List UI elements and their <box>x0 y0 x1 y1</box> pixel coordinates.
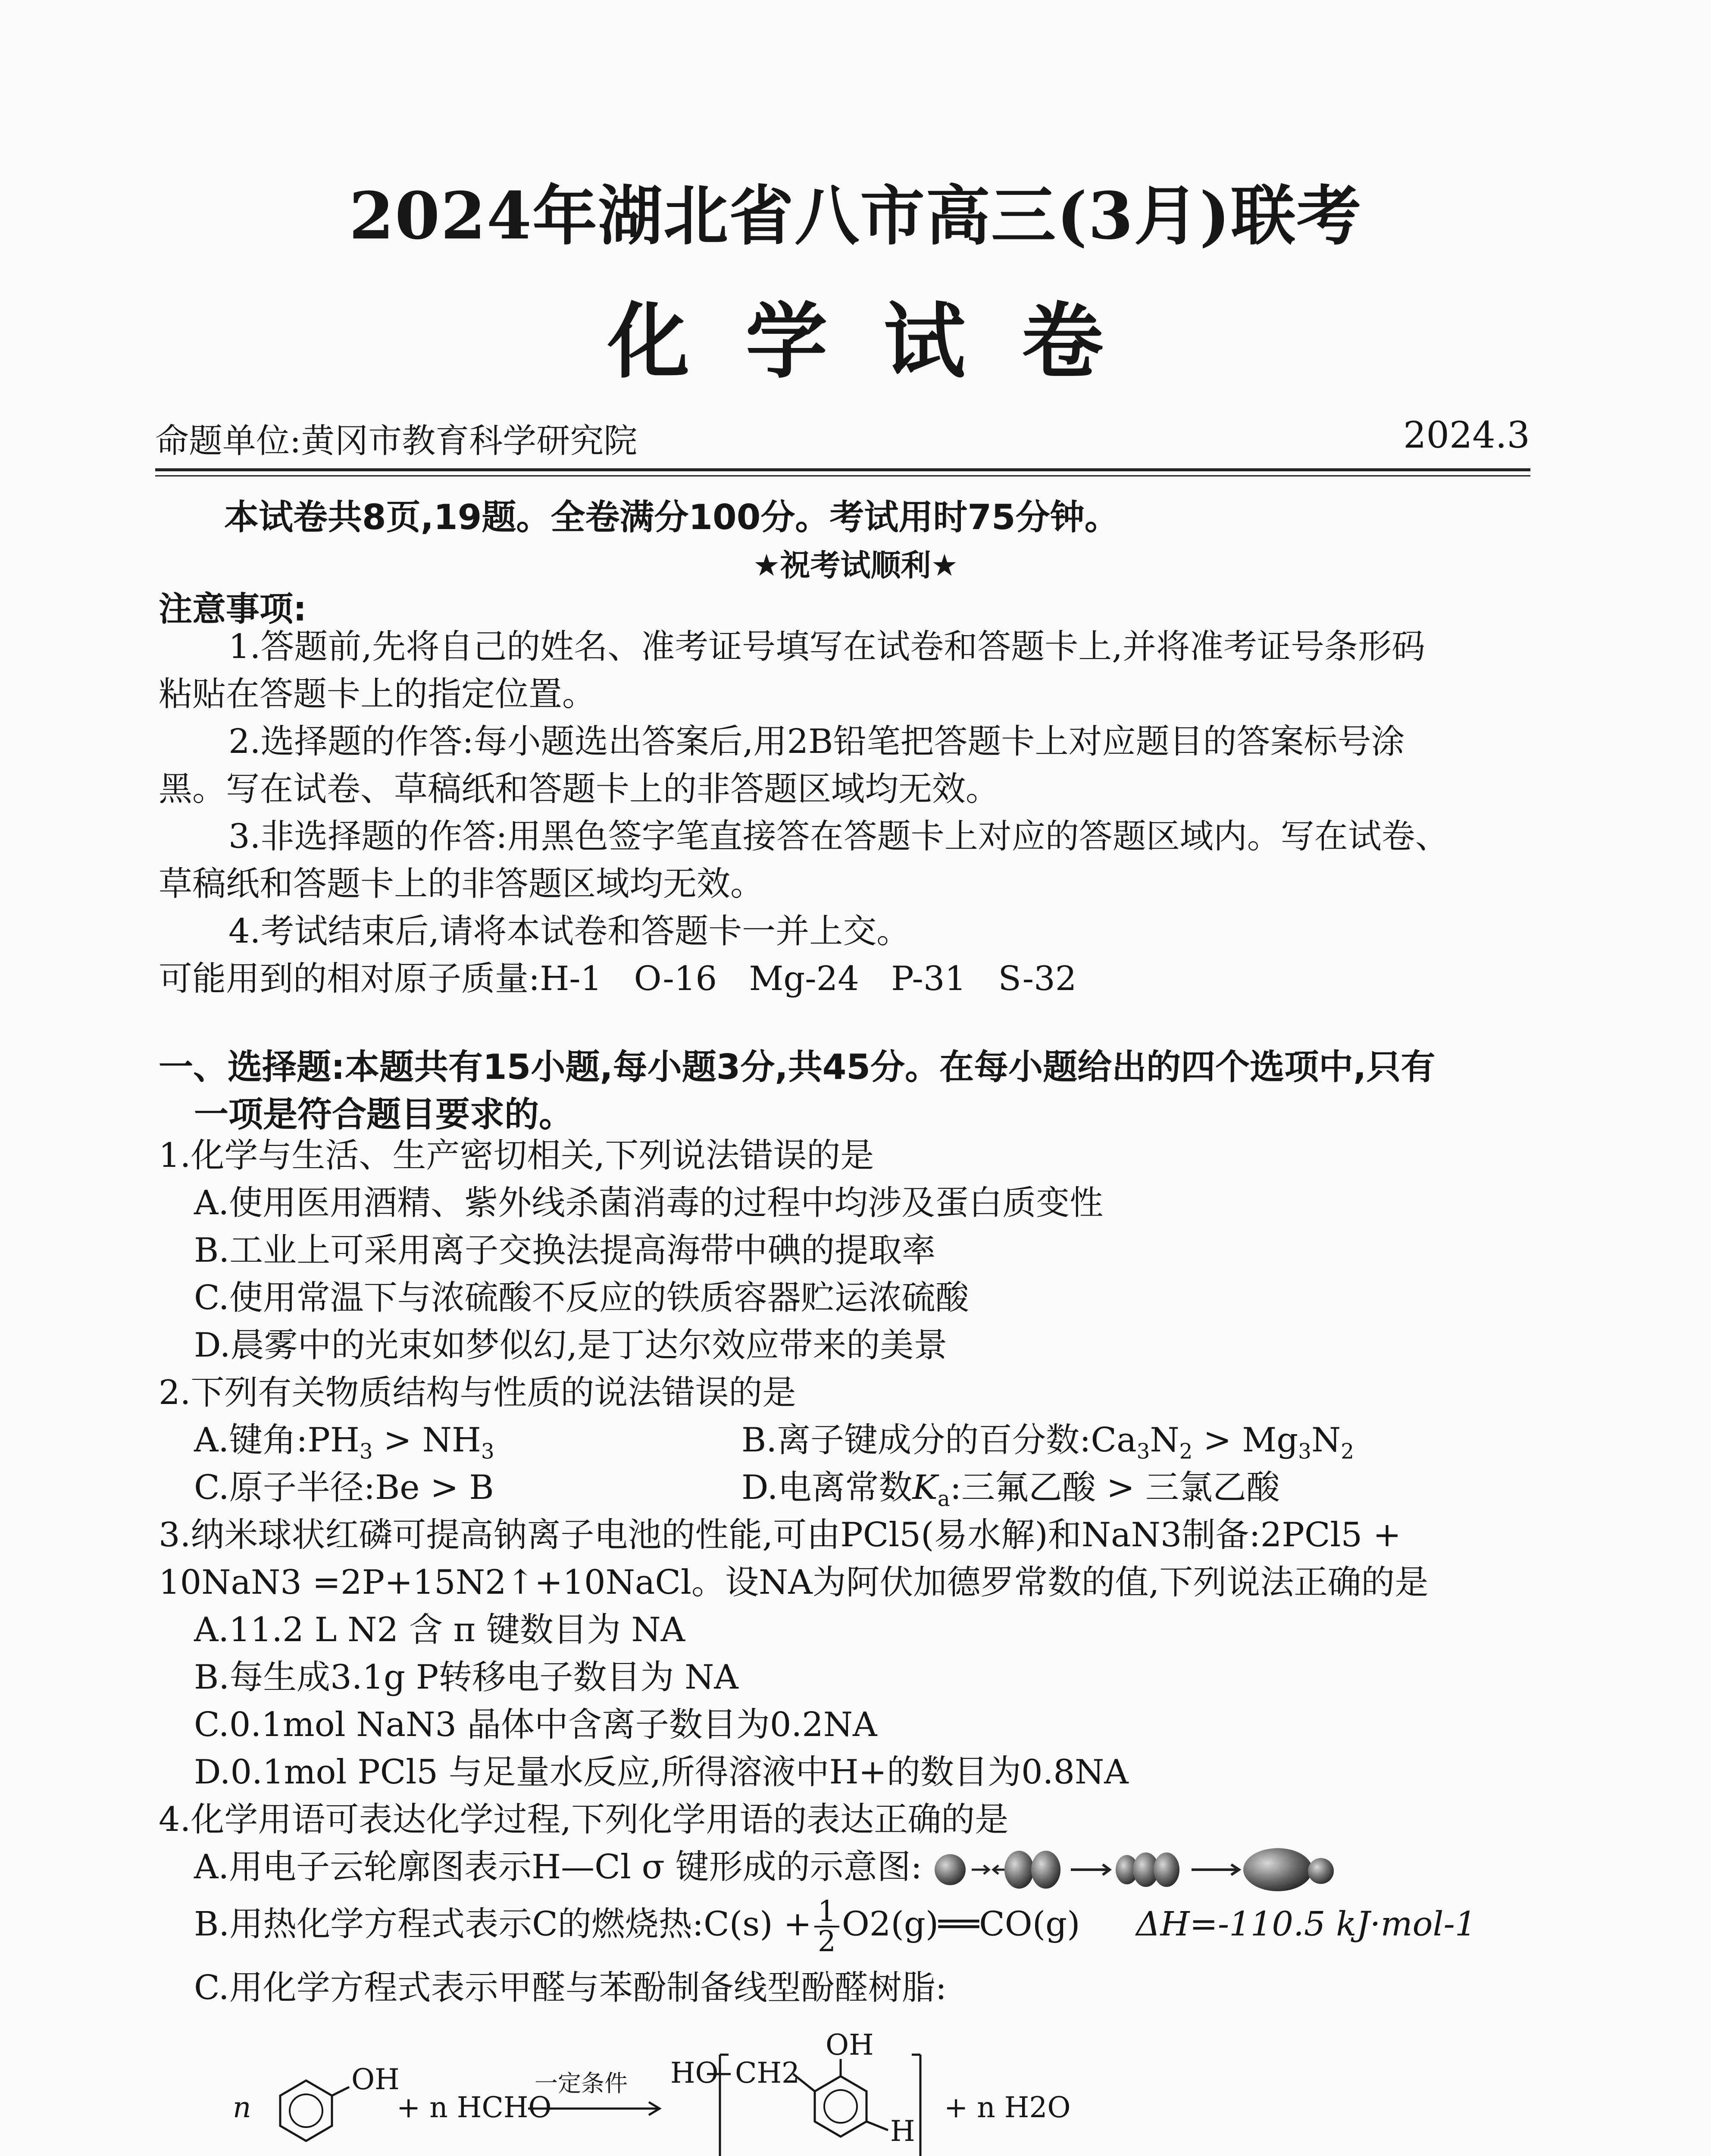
fraction-numerator: 1 <box>814 1897 839 1927</box>
question-3-option-b: B.每生成3.1g P转移电子数目为 NA <box>194 1658 738 1697</box>
phenolic-resin-reaction-diagram <box>224 2018 1086 2156</box>
header-rule-thin <box>155 475 1530 476</box>
question-1-option-d: D.晨雾中的光束如梦似幻,是丁达尔效应带来的美景 <box>194 1326 948 1365</box>
question-1-stem: 1.化学与生活、生产密切相关,下列说法错误的是 <box>159 1136 874 1175</box>
header-rule <box>155 468 1530 471</box>
product-ch2: CH2 <box>735 2056 800 2090</box>
atomic-masses-label: 可能用到的相对原子质量: <box>159 959 540 998</box>
atomic-masses-line <box>159 957 1076 1000</box>
notice-item-2: 2.选择题的作答:每小题选出答案后,用2B铅笔把答题卡上对应题目的答案标号涂 <box>228 722 1405 761</box>
product-water: + n H2O <box>944 2091 1071 2124</box>
question-1-option-a: A.使用医用酒精、紫外线杀菌消毒的过程中均涉及蛋白质变性 <box>194 1184 1104 1222</box>
notice-item-2-cont: 黑。写在试卷、草稿纸和答题卡上的非答题区域均无效。 <box>159 770 1000 808</box>
orbital-overlap-diagram <box>933 1846 1368 1893</box>
question-4-option-b-label: B.用热化学方程式表示C的燃烧热: <box>194 1905 704 1944</box>
question-4-stem: 4.化学用语可表达化学过程,下列化学用语的表达正确的是 <box>159 1800 1009 1839</box>
question-1-option-c: C.使用常温下与浓硫酸不反应的铁质容器贮运浓硫酸 <box>194 1279 969 1317</box>
question-4-option-b-eq-left: C(s) + <box>704 1905 812 1944</box>
question-4-option-b <box>194 1897 1476 1956</box>
question-4-option-b-eq-right: O2(g)══CO(g) <box>841 1905 1080 1944</box>
notice-item-1: 1.答题前,先将自己的姓名、准考证号填写在试卷和答题卡上,并将准考证号条形码 <box>228 627 1426 666</box>
notice-item-3: 3.非选择题的作答:用黑色签字笔直接答在答题卡上对应的答题区域内。写在试卷、 <box>228 817 1449 856</box>
section-1-heading-cont: 一项是符合题目要求的。 <box>194 1094 573 1134</box>
phenol-oh: OH <box>351 2063 400 2096</box>
question-3-option-d: D.0.1mol PCl5 与足量水反应,所得溶液中H+的数目为0.8NA <box>194 1753 1129 1792</box>
question-3-option-a: A.11.2 L N2 含 π 键数目为 NA <box>194 1611 685 1649</box>
reactant-n: n <box>233 2091 251 2124</box>
question-2-option-a-label: A.键角: <box>194 1421 308 1460</box>
question-4-option-c: C.用化学方程式表示甲醛与苯酚制备线型酚醛树脂: <box>194 1968 947 2007</box>
notice-item-4: 4.考试结束后,请将本试卷和答题卡一并上交。 <box>228 912 910 951</box>
question-2-option-c: C.原子半径:Be > B <box>194 1468 494 1507</box>
product-ho: HO <box>670 2056 719 2090</box>
question-1-option-b: B.工业上可采用离子交换法提高海带中碘的提取率 <box>194 1231 936 1270</box>
section-1-heading: 一、选择题:本题共有15小题,每小题3分,共45分。在每小题给出的四个选项中,只有 <box>159 1047 1436 1087</box>
exam-title: 2024年湖北省八市高三(3月)联考 <box>349 178 1362 254</box>
question-4-option-a-text: A.用电子云轮廓图表示H—Cl σ 键形成的示意图: <box>194 1848 922 1887</box>
good-luck-banner: ★祝考试顺利★ <box>753 548 958 583</box>
question-2-option-d-tail: :三氟乙酸 > 三氯乙酸 <box>950 1468 1280 1507</box>
question-2-option-a: A.键角$:PH_3 > NH_3$ <box>194 1421 494 1464</box>
author-label: 命题单位:黄冈市教育科学研究院 <box>155 422 638 461</box>
exam-intro: 本试卷共8页,19题。全卷满分100分。考试用时75分钟。 <box>224 497 1119 537</box>
question-2-option-b-label: B.离子键成分的百分数: <box>741 1421 1091 1460</box>
reaction-condition: 一定条件 <box>535 2070 628 2097</box>
product-oh: OH <box>826 2028 874 2062</box>
question-3-stem-1: 3.纳米球状红磷可提高钠离子电池的性能,可由PCl5(易水解)和NaN3制备:2PCl5 + <box>159 1516 1401 1554</box>
question-3-option-c: C.0.1mol NaN3 晶体中含离子数目为0.2NA <box>194 1705 877 1744</box>
reactant-hcho: + n HCHO <box>397 2091 552 2124</box>
subject-title: 化学试卷 <box>607 294 1160 389</box>
question-2-option-b: B.离子键成分的百分数$:Ca_3N_2 > Mg_3N_2$ <box>741 1421 1354 1464</box>
product-h: H <box>890 2115 915 2148</box>
notice-title: 注意事项: <box>159 590 307 629</box>
question-2-option-d-label: D.电离常数 <box>741 1468 913 1507</box>
question-4-option-a <box>194 1846 1368 1893</box>
fraction-denominator: 2 <box>817 1925 836 1958</box>
question-4-option-b-enthalpy: ΔH=-110.5 kJ·mol-1 <box>1136 1905 1476 1944</box>
one-half-fraction <box>814 1897 839 1956</box>
question-2-stem: 2.下列有关物质结构与性质的说法错误的是 <box>159 1373 796 1412</box>
notice-item-3-cont: 草稿纸和答题卡上的非答题区域均无效。 <box>159 865 764 903</box>
exam-date: 2024.3 <box>1403 414 1530 456</box>
atomic-masses-values: H-1 O-16 Mg-24 P-31 S-32 <box>540 959 1077 998</box>
notice-item-1-cont: 粘贴在答题卡上的指定位置。 <box>159 675 596 714</box>
question-3-stem-2: 10NaN3 =2P+15N2↑+10NaCl。设NA为阿伏加德罗常数的值,下列说法正确的是 <box>159 1563 1429 1602</box>
question-2-option-d: D.电离常数$K_a$:三氟乙酸 > 三氯乙酸 <box>741 1468 1280 1511</box>
